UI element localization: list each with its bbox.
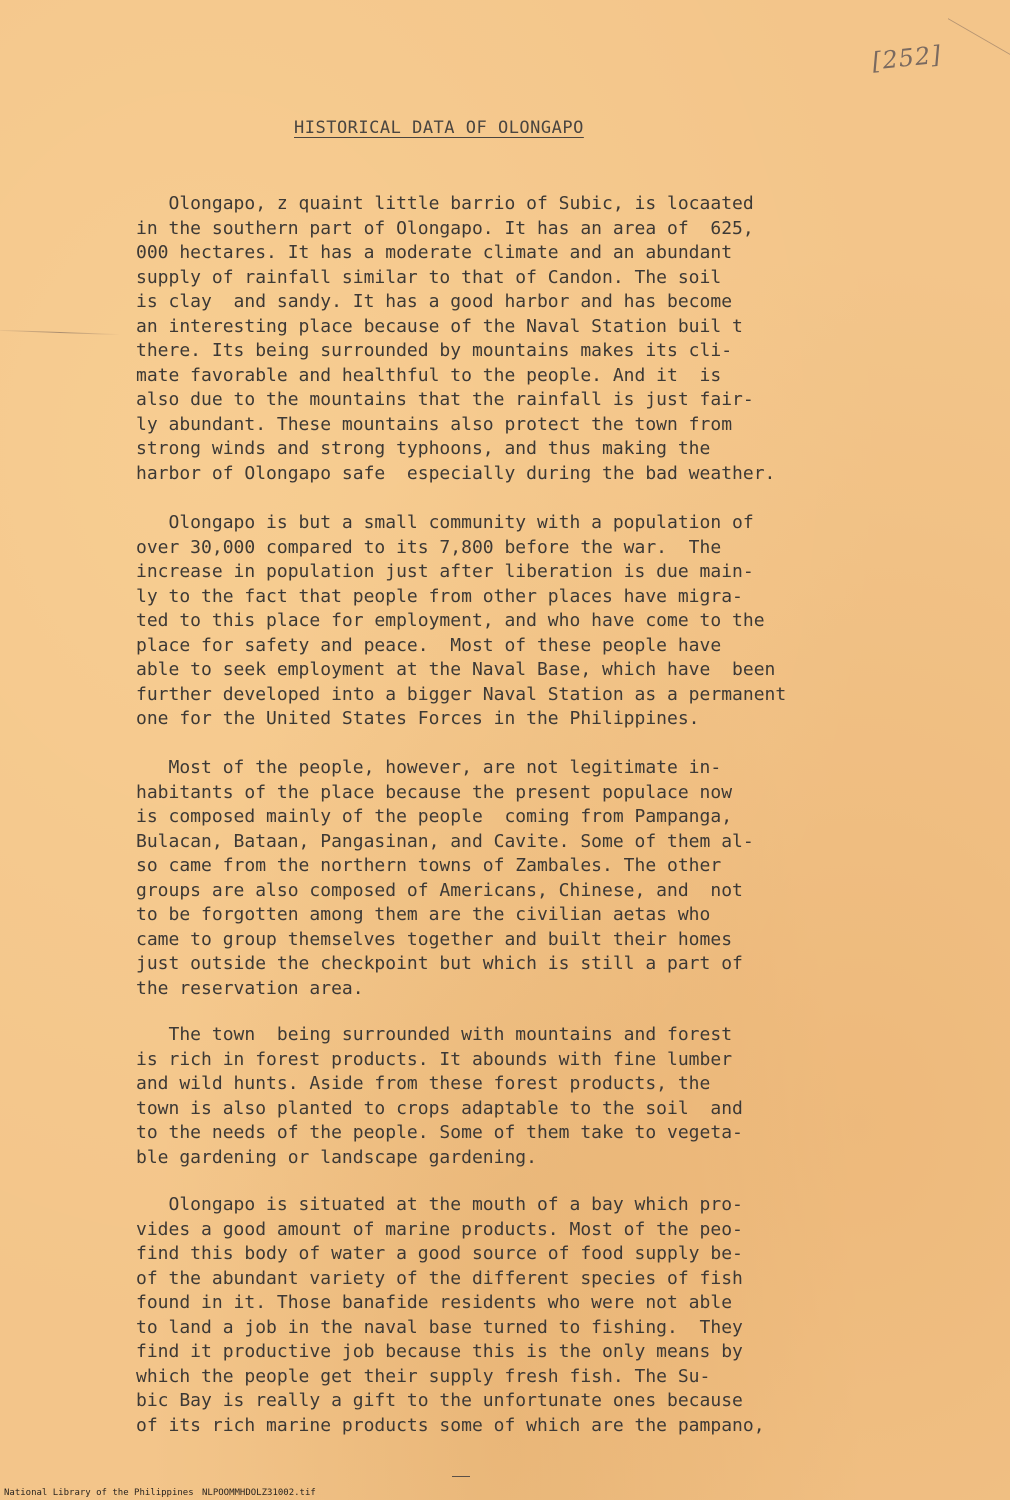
text-line: to be forgotten among them are the civilian aetas who xyxy=(136,904,711,925)
text-line: vides a good amount of marine products. Most of the peo- xyxy=(136,1218,743,1240)
text-line: so came from the northern towns of Zambales. The other xyxy=(136,855,722,876)
text-line: just outside the checkpoint but which is still a part of xyxy=(136,953,743,974)
text-line: strong winds and strong typhoons, and thus making the xyxy=(136,438,711,459)
handwritten-reference-number: [252] xyxy=(870,40,943,76)
text-line: found in it. Those banafide residents who were not able xyxy=(136,1292,733,1313)
text-line: Bulacan, Bataan, Pangasinan, and Cavite. Some of them al- xyxy=(136,830,754,852)
text-line: town is also planted to crops adaptable to the soil and xyxy=(136,1097,743,1119)
text-line: Olongapo is but a small community with a population of xyxy=(136,512,754,533)
text-line: habitants of the place because the present populace now xyxy=(136,781,733,803)
paragraph-population xyxy=(136,511,876,732)
text-line: over 30,000 compared to its 7,800 before the war. The xyxy=(136,536,722,558)
text-line: supply of rainfall similar to that of Candon. The soil xyxy=(136,266,722,288)
text-line: came to group themselves together and built their homes xyxy=(136,928,733,950)
text-line: the reservation area. xyxy=(136,977,364,999)
text-line: which the people get their supply fresh fish. The Su- xyxy=(136,1365,711,1387)
text-line: bic Bay is really a gift to the unfortunate ones because xyxy=(136,1390,743,1411)
text-line: to land a job in the naval base turned to fishing. They xyxy=(136,1316,743,1338)
page-mark xyxy=(452,1476,470,1477)
text-line: there. Its being surrounded by mountains makes its cli- xyxy=(136,340,733,361)
text-line: find this body of water a good source of food supply be- xyxy=(136,1243,743,1264)
text-line: The town being surrounded with mountains and forest xyxy=(136,1024,733,1045)
text-line: to the needs of the people. Some of them take to vegeta- xyxy=(136,1122,743,1143)
footer-library-name: National Library of the Philippines xyxy=(4,1488,194,1498)
text-line: is clay and sandy. It has a good harbor and has become xyxy=(136,291,733,312)
paragraph-inhabitants xyxy=(136,756,876,1001)
text-line: ble gardening or landscape gardening. xyxy=(136,1146,537,1168)
text-line: is composed mainly of the people coming from Pampanga, xyxy=(136,806,733,827)
text-line: mate favorable and healthful to the people. And it is xyxy=(136,364,722,386)
footer-file-id: NLPOOMMHDOLZ31002.tif xyxy=(202,1488,316,1498)
text-line: Olongapo, z quaint little barrio of Subic, is locaated xyxy=(136,193,754,214)
text-line: in the southern part of Olongapo. It has an area of 625, xyxy=(136,217,754,239)
text-line: Olongapo is situated at the mouth of a bay which pro- xyxy=(136,1194,743,1215)
text-line: able to seek employment at the Naval Base, which have been xyxy=(136,659,776,680)
text-line: groups are also composed of Americans, Chinese, and not xyxy=(136,879,743,901)
text-line: also due to the mountains that the rainfall is just fair- xyxy=(136,389,754,410)
text-line: one for the United States Forces in the Philippines. xyxy=(136,708,700,729)
text-line: ly to the fact that people from other places have migra- xyxy=(136,585,743,607)
text-line: Most of the people, however, are not legitimate in- xyxy=(136,757,722,778)
text-line: ted to this place for employment, and who have come to the xyxy=(136,610,765,631)
paragraph-forest xyxy=(136,1023,876,1170)
text-line: of the abundant variety of the different species of fish xyxy=(136,1267,743,1289)
text-line: and wild hunts. Aside from these forest products, the xyxy=(136,1073,711,1094)
paragraph-climate xyxy=(136,192,876,486)
text-line: further developed into a bigger Naval Station as a permanent xyxy=(136,683,787,705)
paragraph-marine xyxy=(136,1193,876,1438)
text-line: increase in population just after liberation is due main- xyxy=(136,561,754,582)
text-line: of its rich marine products some of which are the pampano, xyxy=(136,1414,765,1436)
text-line: harbor of Olongapo safe especially during the bad weather. xyxy=(136,462,776,484)
text-line: ly abundant. These mountains also protect the town from xyxy=(136,413,733,435)
text-line: is rich in forest products. It abounds with fine lumber xyxy=(136,1048,733,1070)
text-line: an interesting place because of the Naval Station buil t xyxy=(136,315,743,337)
paper-crease-mark xyxy=(0,330,120,335)
text-line: 000 hectares. It has a moderate climate and an abundant xyxy=(136,242,733,263)
text-line: place for safety and peace. Most of these people have xyxy=(136,634,722,656)
paper-fold-mark xyxy=(948,0,1010,55)
document-title: HISTORICAL DATA OF OLONGAPO xyxy=(294,118,584,138)
text-line: find it productive job because this is the only means by xyxy=(136,1341,743,1362)
